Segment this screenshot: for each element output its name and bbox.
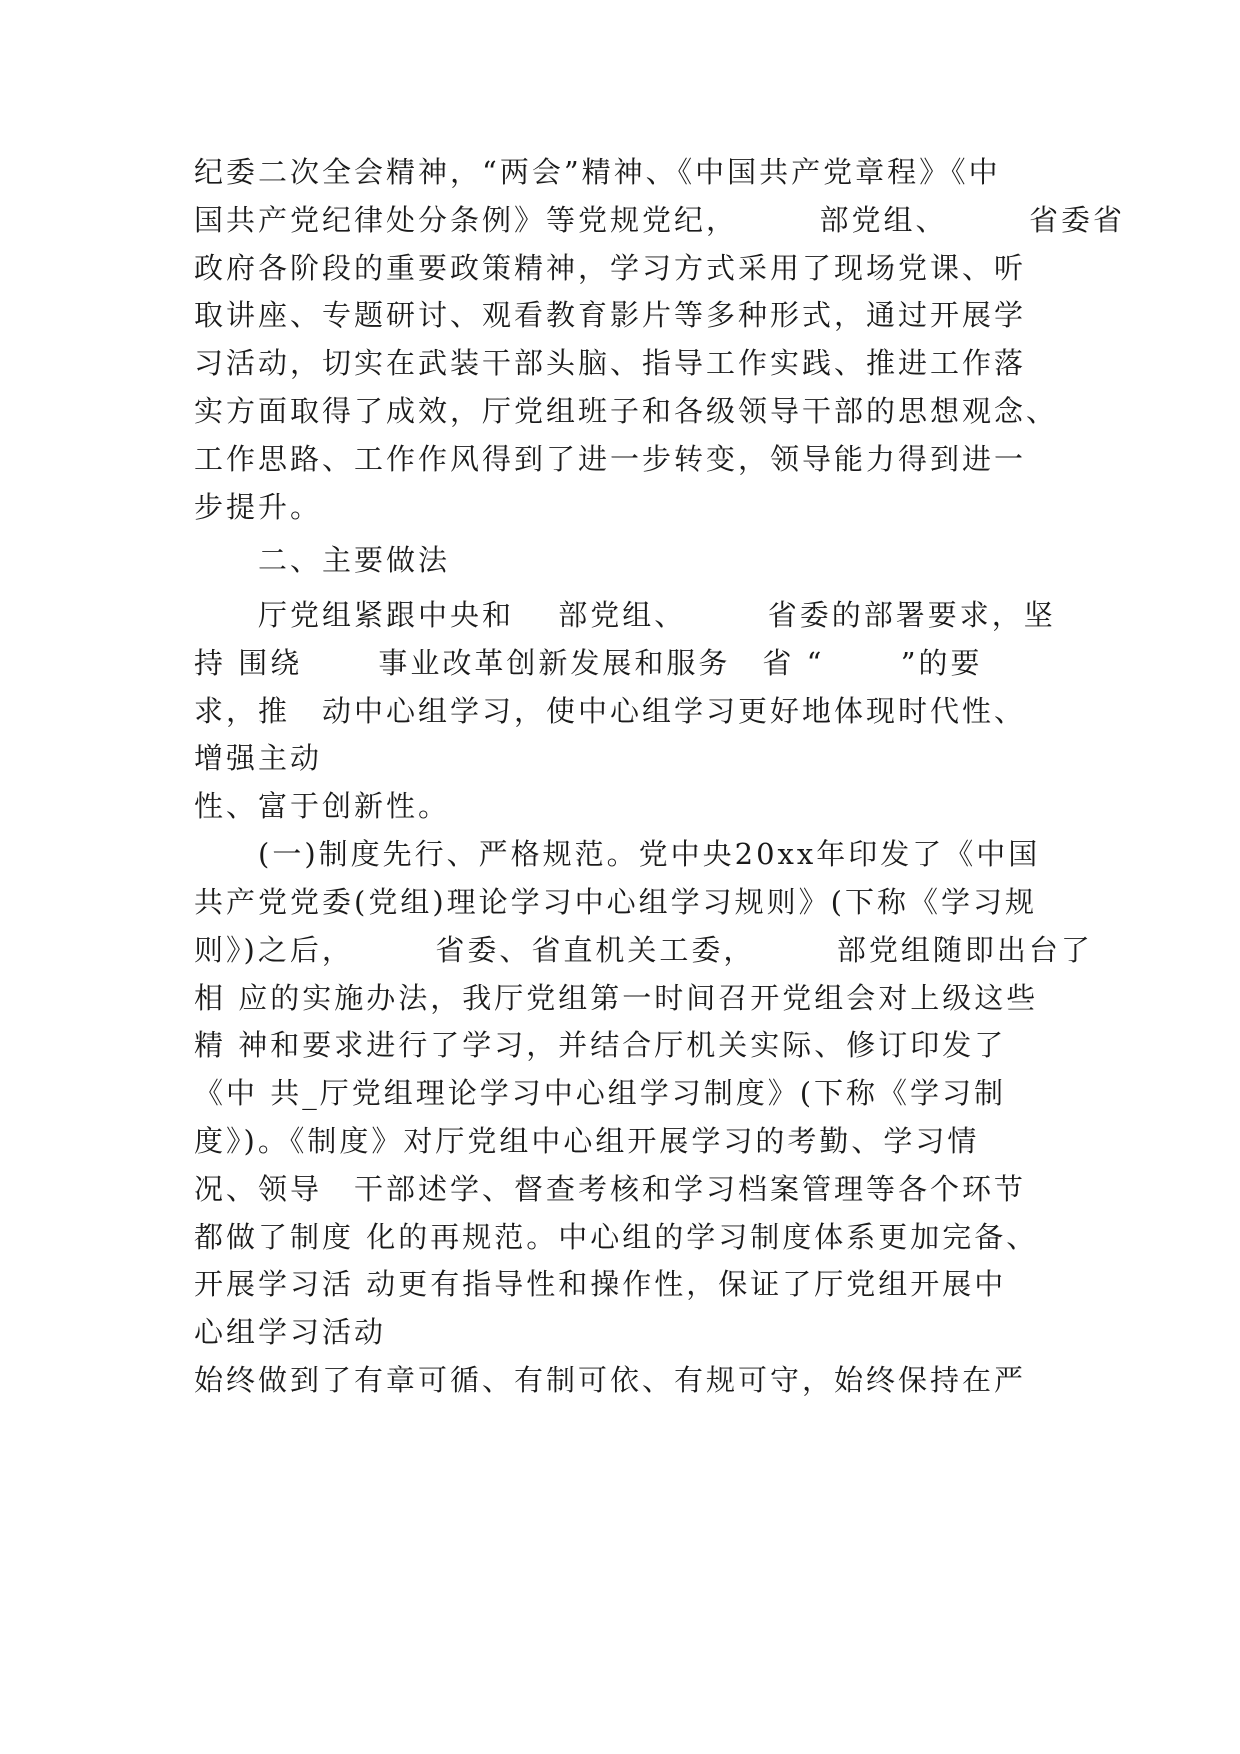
paragraph-line: 精 神和要求进行了学习，并结合厅机关实际、修订印发了 bbox=[194, 1028, 1007, 1062]
paragraph-line: 国共产党纪律处分条例》等党规党纪， 部党组、 省委省 bbox=[194, 203, 1126, 237]
paragraph-line: 实方面取得了成效，厅党组班子和各级领导干部的思想观念、 bbox=[194, 394, 1059, 428]
paragraph-line: 性、富于创新性。 bbox=[194, 789, 451, 823]
paragraph-line: 取讲座、专题研讨、观看教育影片等多种形式，通过开展学 bbox=[194, 298, 1027, 332]
paragraph-line: 相 应的实施办法，我厅党组第一时间召开党组会对上级这些 bbox=[194, 981, 1039, 1015]
paragraph-line: 持 围绕 事业改革创新发展和服务 省 “ ”的要 bbox=[194, 646, 983, 680]
paragraph-line: 求，推 动中心组学习，使中心组学习更好地体现时代性、 bbox=[194, 694, 1027, 728]
paragraph-line: 共产党党委(党组)理论学习中心组学习规则》(下称《学习规 bbox=[194, 885, 1037, 919]
paragraph-line: 工作思路、工作作风得到了进一步转变，领导能力得到进一 bbox=[194, 442, 1027, 476]
paragraph-line: 则》)之后， 省委、省直机关工委， 部党组随即出台了 bbox=[194, 933, 1093, 967]
paragraph-line: 步提升。 bbox=[194, 490, 323, 524]
paragraph-line: 习活动，切实在武装干部头脑、指导工作实践、推进工作落 bbox=[194, 346, 1027, 380]
paragraph-line: 始终做到了有章可循、有制可依、有规可守，始终保持在严 bbox=[194, 1363, 1027, 1397]
paragraph-line: 厅党组紧跟中央和 部党组、 省委的部署要求，坚 bbox=[194, 598, 1056, 632]
paragraph-line: 开展学习活 动更有指导性和操作性，保证了厅党组开展中 bbox=[194, 1267, 1007, 1301]
paragraph-line: 《中 共_厅党组理论学习中心组学习制度》(下称《学习制 bbox=[194, 1076, 1007, 1110]
section-heading: 二、主要做法 bbox=[194, 543, 451, 577]
paragraph-line: 度》)。《制度》对厅党组中心组开展学习的考勤、学习情 bbox=[194, 1124, 980, 1158]
paragraph-line: 都做了制度 化的再规范。中心组的学习制度体系更加完备、 bbox=[194, 1220, 1039, 1254]
paragraph-line: (一)制度先行、严格规范。党中央20xx年印发了《中国 bbox=[194, 837, 1041, 871]
paragraph-line: 增强主动 bbox=[194, 741, 323, 775]
paragraph-line: 纪委二次全会精神，“两会”精神、《中国共产党章程》《中 bbox=[194, 155, 1001, 189]
paragraph-line: 政府各阶段的重要政策精神，学习方式采用了现场党课、听 bbox=[194, 251, 1027, 285]
paragraph-line: 心组学习活动 bbox=[194, 1315, 387, 1349]
paragraph-line: 况、领导 干部述学、督查考核和学习档案管理等各个环节 bbox=[194, 1172, 1027, 1206]
